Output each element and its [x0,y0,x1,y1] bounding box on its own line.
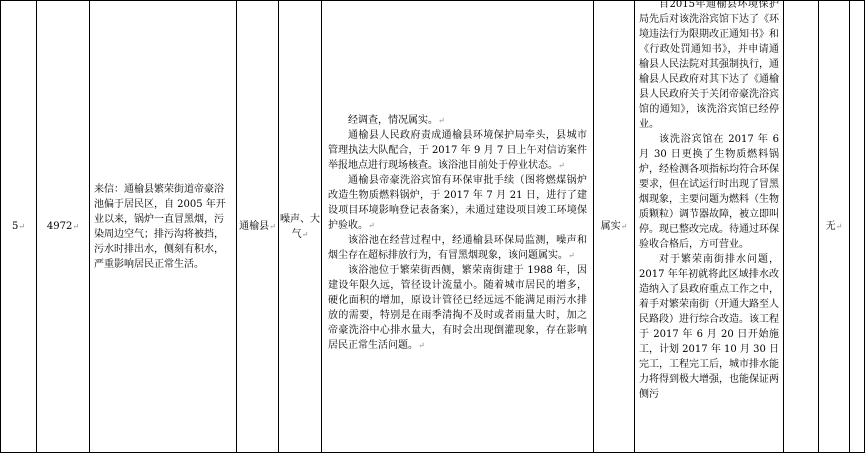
result-cell [635,1,784,453]
investigation-cell [322,1,594,453]
complaint-content: 来信：通榆县繁荣街道帝豪浴池偏于居民区，自 2005 年开业以来，锅炉一直冒黑烟，污染周边空气；排污沟将被挡，污水时排出水，侧刻有积水，严重影响居民正常生活。 [90,1,237,453]
blank-cell [784,1,819,453]
investigation-paragraph: 该浴池在经营过程中，经通榆县环保局监测，噪声和烟尘存在超标排放行为，有冒黑烟现象，该问题属实。↵ [328,234,587,261]
end-cell [850,1,865,453]
other-cell: 无↵ [819,1,850,453]
investigation-paragraph: 通榆县帝豪洗浴宾馆有环保审批手续（图将燃煤锅炉改造生物质燃料锅炉，于 2017 年 7 月 21 日，进行了建设项目环境影响登记表备案），未通过建设项目竣工环境保护验收。↵ [328,174,587,231]
result-paragraph: 自2015年通榆县环境保护局先后对该洗浴宾馆下达了《环境违法行为限期改正通知书》和《行政处罚通知书》，并申请通榆县人民法院对其强制执行，通榆县人民政府对其下达了《通榆县人民政府关于关闭帝豪洗浴宾馆的通知》，该洗浴宾馆已经停业。 [639,0,779,130]
investigation-paragraph: 通榆县人民政府责成通榆县环境保护局牵头，县城市管理执法大队配合，于 2017 年 9 月 7 日上午对信访案件举报地点进行现场核查。该浴池目前处于停业状态。↵ [328,129,587,171]
case-id: 4972↵ [37,1,90,453]
result-paragraph: 该洗浴宾馆在 2017 年 6 月 30 日更换了生物质燃料锅炉，经检测各项指标均符合环保要求，但在试运行时出现了冒黑烟现象，主要问题为燃料（生物质颗粒）调节器故障，被立即叫停。现已整改完成。待通过环保验收合格后，方可营业。 [639,134,779,250]
investigation-paragraph: 经调查，情况属实。↵ [348,114,445,126]
pollution-type-cell: 噪声、大气↵ [279,1,322,453]
investigation-paragraph: 该浴池位于繁荣街西侧，繁荣南街建于 1988 年，因建设年限久远，管径设计流量小。随着城市居民的增多，硬化面积的增加，原设计管径已经远远不能满足雨污水排放的需要，特别是在雨季清掏不及时或者雨量大时，加之帝豪洗浴中心排水量大，有时会出现倒灌现象，存在影响居民正常生活问题。↵ [328,264,587,351]
result-paragraph: 对于繁荣南街排水问题，2017 年年初就将此区域排水改造纳入了县政府重点工作之中，着手对繁荣南街（开通大路至人民路段）进行综合改造。该工程于 2017 年 6 月 20 日开始施工，计划 2017 年 10 月 30 日完工，工程完工后，城市排水能力将得到极大增强，也能保证两侧污 [639,254,779,400]
verdict-cell: 属实↵ [594,1,635,453]
table-row [1,1,865,453]
district-cell: 通榆县↵ [237,1,279,453]
row-number: 5↵ [1,1,37,453]
